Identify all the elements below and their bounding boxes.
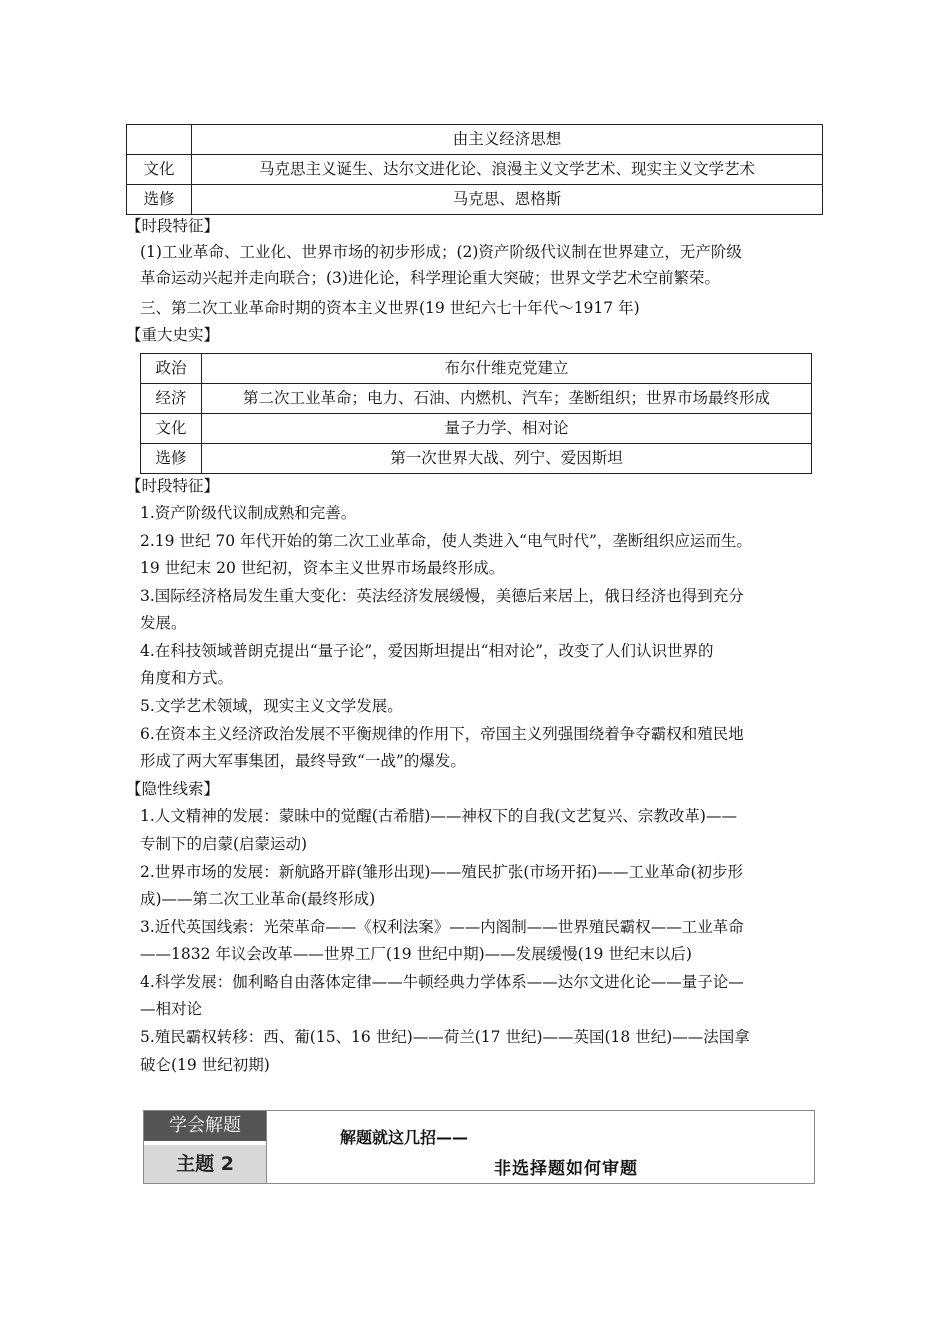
paragraph-line: 3.近代英国线索：光荣革命——《权利法案》——内阁制——世界殖民霸权——工业革命	[140, 918, 744, 936]
paragraph-line: 形成了两大军事集团，最终导致“一战”的爆发。	[140, 752, 466, 770]
paragraph-line: 4.科学发展：伽利略自由落体定律——牛顿经典力学体系——达尔文进化论——量子论—	[140, 973, 744, 991]
paragraph-line: 2.世界市场的发展：新航路开辟(雏形出现)——殖民扩张(市场开拓)——工业革命(初步形	[140, 863, 744, 881]
section-tag: 【重大史实】	[126, 326, 220, 344]
table-period2-continued	[126, 124, 823, 215]
paragraph-line: 发展。	[140, 614, 187, 632]
paragraph-line: —相对论	[140, 1000, 203, 1018]
table-major-events	[140, 353, 812, 474]
row-label	[127, 125, 192, 155]
paragraph-line: 1.人文精神的发展：蒙昧中的觉醒(古希腊)——神权下的自我(文艺复兴、宗教改革)——	[140, 807, 737, 825]
paragraph-line: 角度和方式。	[140, 669, 234, 687]
paragraph-line: 3.国际经济格局发生重大变化：英法经济发展缓慢，美德后来居上，俄日经济也得到充分	[140, 587, 744, 605]
banner-heading: 解题就这几招——	[340, 1128, 469, 1147]
paragraph-line: 专制下的启蒙(启蒙运动)	[140, 835, 308, 853]
section-tag: 【时段特征】	[126, 217, 220, 235]
row-content: 第二次工业革命；电力、石油、内燃机、汽车；垄断组织；世界市场最终形成	[202, 384, 812, 414]
table-row	[141, 354, 812, 384]
row-content: 马克思主义诞生、达尔文进化论、浪漫主义文学艺术、现实主义文学艺术	[192, 155, 823, 185]
topic-banner	[143, 1110, 815, 1184]
row-label: 文化	[127, 155, 192, 185]
paragraph-line: 2.19 世纪 70 年代开始的第二次工业革命，使人类进入“电气时代”，垄断组织应运而生。	[140, 532, 752, 550]
section-tag: 【时段特征】	[126, 477, 220, 495]
row-label: 政治	[141, 354, 202, 384]
row-label: 选修	[127, 185, 192, 215]
table-row	[141, 444, 812, 474]
row-content: 量子力学、相对论	[202, 414, 812, 444]
banner-label-bottom: 主题 2	[144, 1145, 266, 1183]
row-label: 选修	[141, 444, 202, 474]
paragraph-line: 4.在科技领域普朗克提出“量子论”，爱因斯坦提出“相对论”，改变了人们认识世界的	[140, 642, 714, 660]
paragraph-line: (1)工业革命、工业化、世界市场的初步形成；(2)资产阶级代议制在世界建立，无产阶级	[140, 243, 742, 261]
paragraph-line: ——1832 年议会改革——世界工厂(19 世纪中期)——发展缓慢(19 世纪末以后)	[140, 945, 692, 963]
banner-divider	[266, 1111, 267, 1183]
table-row	[127, 185, 823, 215]
section-tag: 【隐性线索】	[126, 780, 220, 798]
paragraph-line: 成)——第二次工业革命(最终形成)	[140, 890, 376, 908]
row-content: 由主义经济思想	[192, 125, 823, 155]
table-row	[127, 155, 823, 185]
paragraph-line: 19 世纪末 20 世纪初，资本主义世界市场最终形成。	[140, 559, 505, 577]
table-row	[127, 125, 823, 155]
table-row	[141, 414, 812, 444]
paragraph-line: 1.资产阶级代议制成熟和完善。	[140, 504, 357, 522]
row-content: 第一次世界大战、列宁、爱因斯坦	[202, 444, 812, 474]
row-content: 布尔什维克党建立	[202, 354, 812, 384]
paragraph-line: 6.在资本主义经济政治发展不平衡规律的作用下，帝国主义列强围绕着争夺霸权和殖民地	[140, 725, 744, 743]
table-row	[141, 384, 812, 414]
row-content: 马克思、恩格斯	[192, 185, 823, 215]
paragraph-line: 破仑(19 世纪初期)	[140, 1056, 270, 1074]
row-label: 文化	[141, 414, 202, 444]
banner-subheading: 非选择题如何审题	[494, 1159, 638, 1179]
section-heading: 三、第二次工业革命时期的资本主义世界(19 世纪六七十年代～1917 年)	[140, 299, 640, 317]
paragraph-line: 革命运动兴起并走向联合；(3)进化论，科学理论重大突破；世界文学艺术空前繁荣。	[140, 269, 720, 287]
row-label: 经济	[141, 384, 202, 414]
banner-label-top: 学会解题	[144, 1111, 266, 1141]
paragraph-line: 5.殖民霸权转移：西、葡(15、16 世纪)——荷兰(17 世纪)——英国(18 世纪)——法国拿	[140, 1028, 750, 1046]
paragraph-line: 5.文学艺术领域，现实主义文学发展。	[140, 697, 403, 715]
